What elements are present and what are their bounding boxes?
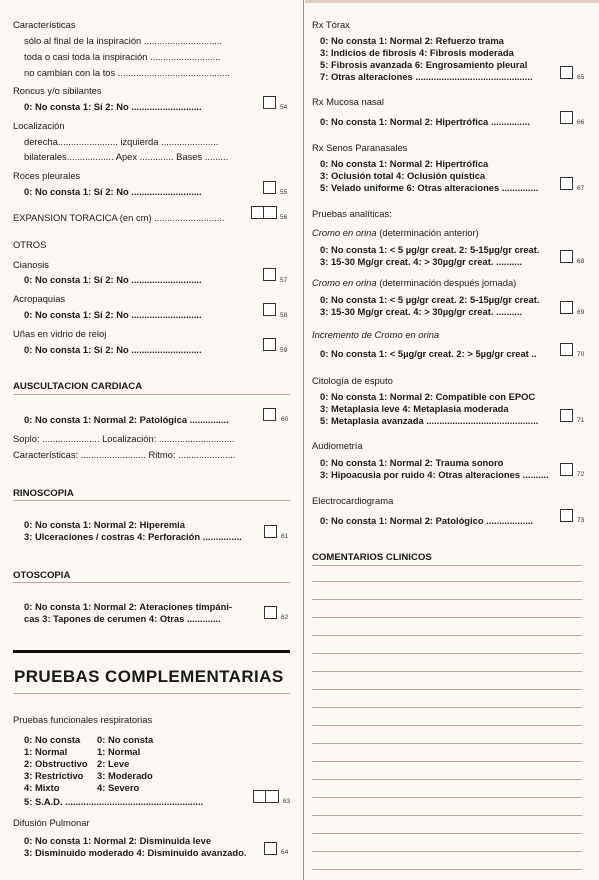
incremento-options: 0: No consta 1: < 5µg/gr creat. 2: > 5µg/gr creat ..	[320, 348, 537, 359]
comentarios-line[interactable]	[312, 815, 582, 816]
rx-senos-checkbox[interactable]	[560, 177, 573, 190]
otoscopia-rule	[13, 582, 290, 583]
unas-options: 0: No consta 1: Sí 2: No ...........................	[24, 344, 202, 355]
comentarios-line[interactable]	[312, 833, 582, 834]
cromo2-line-2: 3: 15-30 Mg/gr creat. 4: > 30µg/gr creat. ..........	[320, 306, 523, 317]
auscultacion-title: AUSCULTACION CARDIACA	[13, 381, 143, 392]
roces-options: 0: No consta 1: Sí 2: No ...........................	[24, 186, 202, 197]
comentarios-line[interactable]	[312, 599, 582, 600]
cromo2-code: 69	[577, 309, 585, 316]
roces-code: 55	[280, 189, 288, 196]
rx-senos-title: Rx Senos Paranasales	[312, 142, 408, 153]
incremento-checkbox[interactable]	[560, 343, 573, 356]
roncus-code: 54	[280, 104, 288, 111]
citologia-line-2: 3: Metaplasia leve 4: Metaplasia moderada	[320, 403, 509, 414]
comentarios-line[interactable]	[312, 725, 582, 726]
rx-torax-line-2: 3: Indicios de fibrosis 4: Fibrosis moderada	[320, 47, 514, 58]
difusion-line-2: 3: Disminuido moderado 4: Disminuido avanzado.	[24, 847, 247, 858]
auscultacion-code: 60	[281, 416, 289, 423]
acropaquias-checkbox[interactable]	[263, 303, 276, 316]
funcionales-left-1: 1: Normal	[24, 746, 68, 757]
funcionales-left-4: 4: Mixto	[24, 782, 60, 793]
rx-torax-title: Rx Tórax	[312, 19, 350, 30]
comentarios-line[interactable]	[312, 617, 582, 618]
column-divider	[303, 0, 304, 880]
comentarios-line[interactable]	[312, 779, 582, 780]
funcionales-code: 63	[283, 798, 291, 805]
citologia-title: Citología de esputo	[312, 375, 393, 386]
comentarios-line[interactable]	[312, 689, 582, 690]
cianosis-title: Cianosis	[13, 259, 49, 270]
auscultacion-options: 0: No consta 1: Normal 2: Patológica ...............	[24, 414, 229, 425]
soplo-line: Soplo: ...................... Localización: .............................	[13, 433, 235, 444]
pruebas-bottom-rule	[13, 693, 290, 694]
rinoscopia-checkbox[interactable]	[264, 525, 277, 538]
acropaquias-options: 0: No consta 1: Sí 2: No ...........................	[24, 309, 202, 320]
rinoscopia-code: 61	[281, 533, 289, 540]
comentarios-line[interactable]	[312, 671, 582, 672]
localizacion-title: Localización	[13, 120, 65, 131]
top-strip	[305, 0, 599, 3]
comentarios-line[interactable]	[312, 851, 582, 852]
unas-code: 59	[280, 347, 288, 354]
rx-torax-code: 65	[577, 74, 585, 81]
ecg-title: Electrocardiograma	[312, 495, 394, 506]
cromo1-title-line	[312, 227, 479, 238]
rx-senos-code: 67	[577, 185, 585, 192]
expansion-input[interactable]	[251, 206, 277, 219]
rx-mucosa-title: Rx Mucosa nasal	[312, 96, 384, 107]
comentarios-line[interactable]	[312, 581, 582, 582]
citologia-checkbox[interactable]	[560, 409, 573, 422]
funcionales-left-5: 5: S.A.D. .....................................................	[24, 796, 204, 807]
otros-title: OTROS	[13, 239, 47, 250]
cromo2-checkbox[interactable]	[560, 301, 573, 314]
rx-senos-line-3: 5: Velado uniforme 6: Otras alteraciones ..............	[320, 182, 539, 193]
caracteristicas-line-1: sólo al final de la inspiración ..............................	[24, 35, 223, 46]
otoscopia-line-1: 0: No consta 1: Normal 2: Ateraciones timpáni-	[24, 601, 233, 612]
comentarios-line[interactable]	[312, 797, 582, 798]
rx-senos-line-2: 3: Oclusión total 4: Oclusión quística	[320, 170, 486, 181]
roces-title: Roces pleurales	[13, 170, 81, 181]
unas-title: Uñas en vidrio de reloj	[13, 328, 107, 339]
auscultacion-checkbox[interactable]	[263, 408, 276, 421]
otoscopia-checkbox[interactable]	[264, 606, 277, 619]
rx-mucosa-code: 66	[577, 119, 585, 126]
localizacion-line-1: derecha....................... izquierda ......................	[24, 136, 219, 147]
caracteristicas-title: Características	[13, 19, 76, 30]
funcionales-title: Pruebas funcionales respiratorias	[13, 714, 153, 725]
acropaquias-code: 58	[280, 312, 288, 319]
rx-torax-checkbox[interactable]	[560, 66, 573, 79]
roncus-checkbox[interactable]	[263, 96, 276, 109]
cianosis-checkbox[interactable]	[263, 268, 276, 281]
audiometria-checkbox[interactable]	[560, 463, 573, 476]
rx-mucosa-checkbox[interactable]	[560, 111, 573, 124]
rx-mucosa-options: 0: No consta 1: Normal 2: Hipertrófica ...............	[320, 116, 530, 127]
rinoscopia-title: RINOSCOPIA	[13, 488, 74, 499]
rx-torax-line-3: 5: Fibrosis avanzada 6: Engrosamiento pleural	[320, 59, 528, 70]
comentarios-line[interactable]	[312, 761, 582, 762]
expansion-title: EXPANSION TORACICA (en cm) ...........................	[13, 212, 225, 223]
audiometria-title: Audiometría	[312, 440, 363, 451]
ecg-code: 73	[577, 517, 585, 524]
incremento-title: Incremento de Cromo en orina	[312, 329, 440, 340]
caracteristicas-line-2: toda o casi toda la inspiración ...........................	[24, 51, 221, 62]
pruebas-top-rule	[13, 650, 290, 653]
audiometria-code: 72	[577, 471, 585, 478]
incremento-code: 70	[577, 351, 585, 358]
funcionales-right-3: 3: Moderado	[97, 770, 153, 781]
comentarios-line[interactable]	[312, 743, 582, 744]
citologia-code: 71	[577, 417, 585, 424]
cromo2-title: Cromo en orina	[312, 277, 377, 288]
roncus-title: Roncus y/o sibilantes	[13, 85, 102, 96]
cromo2-line-1: 0: No consta 1: < 5 µg/gr creat. 2: 5-15µg/gr creat.	[320, 294, 540, 305]
roncus-options: 0: No consta 1: Sí 2: No ...........................	[24, 101, 202, 112]
funcionales-input[interactable]	[253, 790, 279, 803]
cromo1-checkbox[interactable]	[560, 250, 573, 263]
otoscopia-title: OTOSCOPIA	[13, 570, 71, 581]
rinoscopia-rule	[13, 500, 290, 501]
pruebas-complementarias-heading: PRUEBAS COMPLEMENTARIAS	[14, 667, 284, 686]
caracteristicas-ritmo-line: Características: ......................... Ritmo: ......................	[13, 449, 236, 460]
audiometria-line-1: 0: No consta 1: Normal 2: Trauma sonoro	[320, 457, 504, 468]
otoscopia-code: 62	[281, 614, 289, 621]
funcionales-right-2: 2: Leve	[97, 758, 130, 769]
comentarios-line[interactable]	[312, 653, 582, 654]
cromo1-title: Cromo en orina	[312, 227, 377, 238]
cianosis-options: 0: No consta 1: Sí 2: No ...........................	[24, 274, 202, 285]
rinoscopia-line-1: 0: No consta 1: Normal 2: Hiperemia	[24, 519, 185, 530]
audiometria-line-2: 3: Hipoacusia por ruido 4: Otras alteraciones ..........	[320, 469, 549, 480]
funcionales-left-2: 2: Obstructivo	[24, 758, 88, 769]
rx-senos-line-1: 0: No consta 1: Normal 2: Hipertrófica	[320, 158, 489, 169]
comentarios-line[interactable]	[312, 869, 582, 870]
funcionales-right-0: 0: No consta	[97, 734, 154, 745]
unas-checkbox[interactable]	[263, 338, 276, 351]
comentarios-title: COMENTARIOS CLINICOS	[312, 552, 432, 563]
funcionales-left-0: 0: No consta	[24, 734, 81, 745]
ecg-options: 0: No consta 1: Normal 2: Patológico ..................	[320, 515, 534, 526]
cromo1-line-2: 3: 15-30 Mg/gr creat. 4: > 30µg/gr creat. ..........	[320, 256, 523, 267]
difusion-code: 64	[281, 849, 289, 856]
funcionales-left-3: 3: Restrictivo	[24, 770, 84, 781]
cromo1-code: 68	[577, 258, 585, 265]
ecg-checkbox[interactable]	[560, 509, 573, 522]
rinoscopia-line-2: 3: Ulceraciones / costras 4: Perforación ...............	[24, 531, 242, 542]
localizacion-line-2: bilaterales.................. Apex ............. Bases .........	[24, 151, 229, 162]
rx-torax-line-4: 7: Otras alteraciones .............................................	[320, 71, 533, 82]
cianosis-code: 57	[280, 277, 288, 284]
comentarios-rule	[312, 565, 582, 566]
difusion-line-1: 0: No consta 1: Normal 2: Disminuida leve	[24, 835, 212, 846]
cromo1-suffix: (determinación anterior)	[376, 227, 479, 238]
comentarios-line[interactable]	[312, 635, 582, 636]
cromo2-suffix: (determinación después jornada)	[376, 277, 517, 288]
expansion-code: 56	[280, 214, 288, 221]
funcionales-right-4: 4: Severo	[97, 782, 140, 793]
difusion-title: Difusión Pulmonar	[13, 817, 90, 828]
funcionales-right-1: 1: Normal	[97, 746, 141, 757]
otoscopia-line-2: cas 3: Tapones de cerumen 4: Otras .............	[24, 613, 221, 624]
cromo2-title-line	[312, 277, 516, 288]
analiticas-title: Pruebas analíticas:	[312, 208, 392, 219]
citologia-line-3: 5: Metaplasia avanzada ...........................................	[320, 415, 539, 426]
auscultacion-rule	[13, 394, 290, 395]
roces-checkbox[interactable]	[263, 181, 276, 194]
difusion-checkbox[interactable]	[264, 842, 277, 855]
caracteristicas-line-3: no cambian con la tos ...........................................	[24, 67, 230, 78]
citologia-line-1: 0: No consta 1: Normal 2: Compatible con EPOC	[320, 391, 536, 402]
comentarios-line[interactable]	[312, 707, 582, 708]
rx-torax-line-1: 0: No consta 1: Normal 2: Refuerzo trama	[320, 35, 504, 46]
acropaquias-title: Acropaquias	[13, 293, 66, 304]
cromo1-line-1: 0: No consta 1: < 5 µg/gr creat. 2: 5-15µg/gr creat.	[320, 244, 540, 255]
